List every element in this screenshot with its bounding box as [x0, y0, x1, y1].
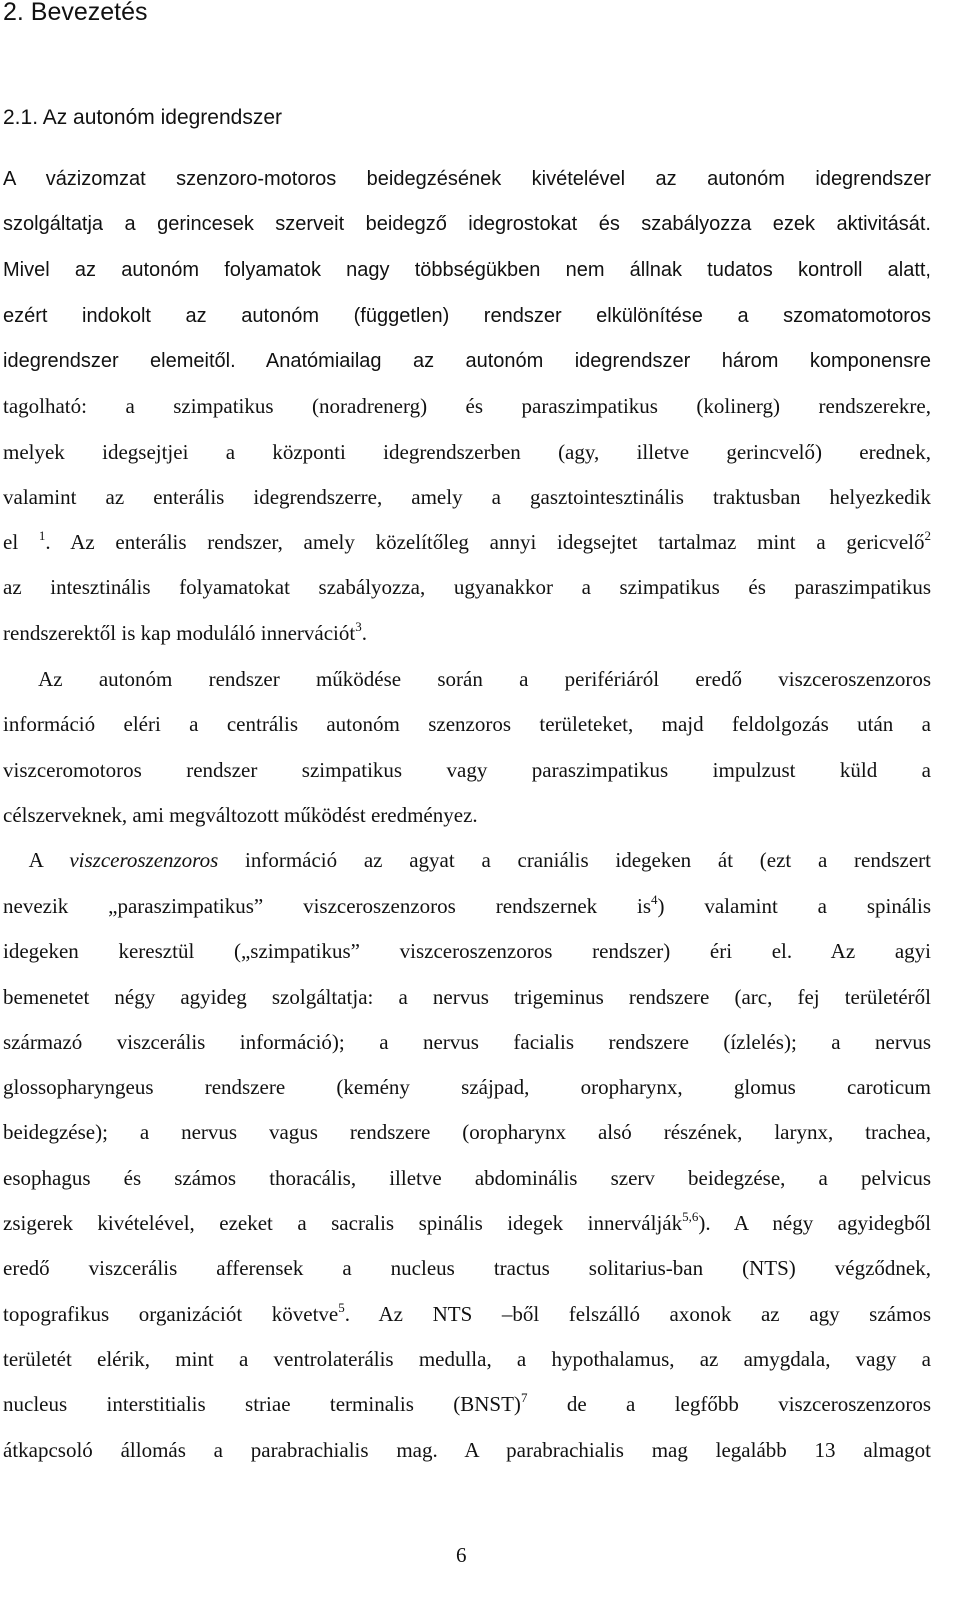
text-segment: . Az NTS –ből felszálló axonok az agy számos — [344, 1302, 931, 1326]
text-line — [3, 1344, 931, 1374]
reference-superscript: 3 — [355, 619, 362, 634]
text-line — [3, 618, 931, 648]
text-line — [3, 936, 931, 966]
text-segment: zsigerek kivételével, ezeket a sacralis spinális idegek innerválják — [3, 1211, 683, 1235]
text-line — [3, 391, 931, 421]
text-line — [3, 1072, 931, 1102]
reference-superscript: 2 — [924, 528, 931, 543]
text-segment: valamint az enterális idegrendszerre, amely a gasztointesztinális traktusban helyezkedik — [3, 485, 931, 509]
text-line — [3, 800, 931, 830]
text-segment: A vázizomzat szenzoro-motoros beidegzésének kivételével az autonóm idegrendszer — [3, 168, 931, 190]
text-line — [3, 755, 931, 785]
reference-superscript: 4 — [651, 892, 658, 907]
text-line — [3, 255, 931, 285]
text-line — [3, 1163, 931, 1193]
text-segment: információ eléri a centrális autonóm szenzoros területeket, majd feldolgozás után a — [3, 712, 931, 736]
text-segment: beidegzése); a nervus vagus rendszere (oropharynx alsó részének, larynx, trachea, — [3, 1120, 931, 1144]
text-line — [3, 1253, 931, 1283]
text-segment: melyek idegsejtjei a központi idegrendszerben (agy, illetve gerincvelő) erednek, — [3, 440, 931, 464]
text-line — [3, 527, 931, 557]
text-line — [3, 572, 931, 602]
text-segment: idegeken keresztül („szimpatikus” viszceroszenzoros rendszer) éri el. Az agyi — [3, 939, 931, 963]
text-segment: nevezik „paraszimpatikus” viszceroszenzoros rendszernek is — [3, 894, 651, 918]
text-segment: . Az enterális rendszer, amely közelítőleg annyi idegsejtet tartalmaz mint a gericvelő — [45, 530, 925, 554]
text-segment: rendszerektől is kap moduláló innervációt — [3, 621, 356, 645]
text-segment: A — [3, 848, 70, 872]
text-segment: viszceromotoros rendszer szimpatikus vagy paraszimpatikus impulzust küld a — [3, 758, 931, 782]
text-segment: az intesztinális folyamatokat szabályozza, ugyanakkor a szimpatikus és paraszimpatikus — [3, 575, 931, 599]
text-segment: célszerveknek, ami megváltozott működést eredményez. — [3, 803, 478, 827]
text-line — [3, 1208, 931, 1238]
reference-superscript: 7 — [520, 1390, 528, 1405]
text-line — [3, 482, 931, 512]
text-segment: el — [3, 530, 39, 554]
text-segment: ). A négy agyidegből — [698, 1211, 931, 1235]
text-line — [3, 709, 931, 739]
text-segment: ) valamint a spinális — [657, 894, 932, 918]
section-heading: 2. Bevezetés — [3, 0, 148, 26]
text-segment: ezért indokolt az autonóm (független) rendszer elkülönítése a szomatomotoros — [3, 305, 931, 327]
text-line — [3, 1389, 931, 1419]
text-segment: idegrendszer elemeitől. Anatómiailag az autonóm idegrendszer három komponensre — [3, 350, 931, 372]
text-line — [3, 209, 931, 239]
text-segment: esophagus és számos thoracális, illetve abdominális szerv beidegzése, a pelvicus — [3, 1166, 931, 1190]
text-segment: viszceroszenzoros — [69, 848, 219, 872]
text-segment: szolgáltatja a gerincesek szerveit beidegző idegrostokat és szabályozza ezek aktivitását. — [3, 213, 931, 235]
text-segment: glossopharyngeus rendszere (kemény szájpad, oropharynx, glomus caroticum — [3, 1075, 931, 1099]
text-segment: átkapcsoló állomás a parabrachialis mag. A parabrachialis mag legalább 13 almagot — [3, 1438, 931, 1462]
text-line — [3, 346, 931, 376]
text-line — [3, 437, 931, 467]
text-segment: tagolható: a szimpatikus (noradrenerg) és paraszimpatikus (kolinerg) rendszerekre, — [3, 394, 931, 418]
text-line — [3, 1435, 931, 1465]
text-segment: de a legfőbb viszceroszenzoros — [527, 1392, 931, 1416]
reference-superscript: 1 — [38, 528, 46, 543]
text-segment: Az autonóm rendszer működése során a perifériáról eredő viszceroszenzoros — [3, 667, 931, 691]
subsection-heading: 2.1. Az autonóm idegrendszer — [3, 106, 283, 129]
text-line — [3, 664, 931, 694]
text-line — [3, 1299, 931, 1329]
text-segment: területét elérik, mint a ventrolaterális medulla, a hypothalamus, az amygdala, vagy a — [3, 1347, 931, 1371]
text-segment: Mivel az autonóm folyamatok nagy többségükben nem állnak tudatos kontroll alatt, — [3, 259, 931, 281]
text-line — [3, 1027, 931, 1057]
page-number: 6 — [456, 1543, 467, 1567]
text-line — [3, 301, 931, 331]
text-line — [3, 164, 931, 194]
text-segment: eredő viszcerális afferensek a nucleus tractus solitarius-ban (NTS) végződnek, — [3, 1256, 931, 1280]
text-line — [3, 982, 931, 1012]
text-line — [3, 845, 931, 875]
text-segment: származó viszcerális információ); a nervus facialis rendszere (ízlelés); a nervus — [3, 1030, 931, 1054]
reference-superscript: 5 — [338, 1300, 345, 1315]
text-segment: topografikus organizációt követve — [3, 1302, 339, 1326]
text-segment: . — [361, 621, 367, 645]
text-segment: bemenetet négy agyideg szolgáltatja: a nervus trigeminus rendszere (arc, fej területéről — [3, 985, 931, 1009]
text-segment: információ az agyat a craniális idegeken át (ezt a rendszert — [218, 848, 931, 872]
text-segment: nucleus interstitialis striae terminalis (BNST) — [3, 1392, 521, 1416]
reference-superscript: 5,6 — [682, 1209, 699, 1224]
text-line — [3, 891, 931, 921]
text-line — [3, 1117, 931, 1147]
